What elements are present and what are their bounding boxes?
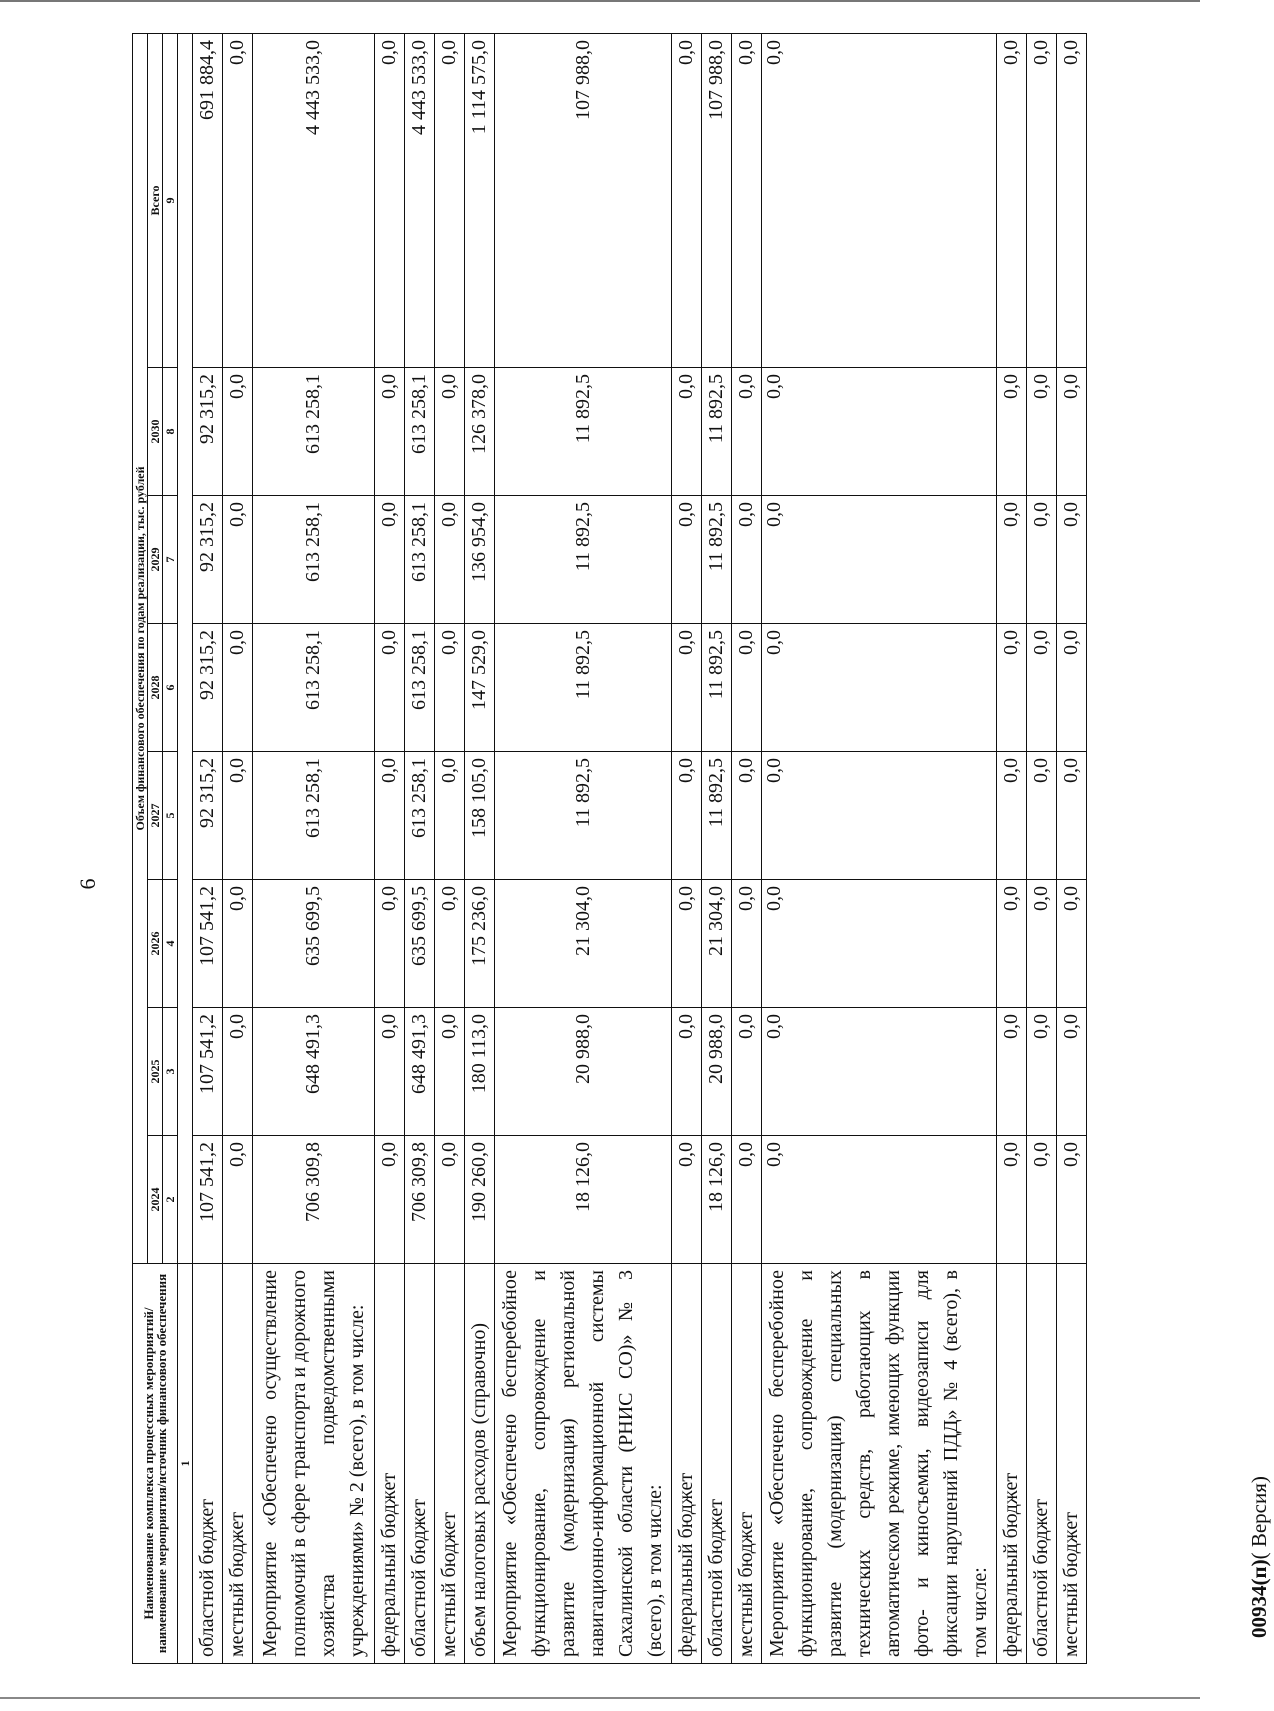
value-cell: 0,0 bbox=[732, 1136, 762, 1264]
header-col-number: 9 bbox=[163, 33, 178, 367]
value-cell: 0,0 bbox=[1027, 496, 1057, 624]
value-cell: 635 699,5 bbox=[405, 880, 435, 1008]
value-cell: 0,0 bbox=[732, 752, 762, 880]
document-code-number: 00934(п) bbox=[1247, 1559, 1271, 1638]
measure-label: Мероприятие «Обеспечено бесперебойное функционирование, сопровождение и развитие (модернизация) специальных технических средств, работающих в автоматическом режиме, имеющих функции фото- и киносъемки, видеозаписи для фиксации нарушений ПДД» № 4 (всего), в том числе: bbox=[762, 1264, 997, 1664]
value-cell: 0,0 bbox=[997, 624, 1027, 752]
row-label: местный бюджет bbox=[223, 1264, 253, 1664]
rotated-table-container bbox=[132, 34, 1082, 1664]
value-cell: 11 892,5 bbox=[702, 752, 732, 880]
value-cell: 0,0 bbox=[672, 1008, 702, 1136]
value-cell: 0,0 bbox=[375, 368, 405, 496]
value-cell: 0,0 bbox=[435, 368, 465, 496]
value-cell: 107 541,2 bbox=[193, 1136, 223, 1264]
value-cell: 0,0 bbox=[375, 1008, 405, 1136]
header-col-number: 2 bbox=[163, 1136, 178, 1264]
header-col-number: 4 bbox=[163, 880, 178, 1008]
value-cell: 107 541,2 bbox=[193, 880, 223, 1008]
row-label: областной бюджет bbox=[1027, 1264, 1057, 1664]
header-row-group bbox=[133, 33, 148, 1663]
value-cell: 147 529,0 bbox=[465, 624, 495, 752]
value-cell: 11 892,5 bbox=[495, 368, 672, 496]
header-col-number: 8 bbox=[163, 368, 178, 496]
value-cell: 4 443 533,0 bbox=[405, 33, 435, 367]
row-label: областной бюджет bbox=[193, 1264, 223, 1664]
value-cell: 0,0 bbox=[1027, 752, 1057, 880]
value-cell: 0,0 bbox=[435, 624, 465, 752]
value-cell: 11 892,5 bbox=[495, 752, 672, 880]
value-cell: 613 258,1 bbox=[405, 752, 435, 880]
value-cell: 0,0 bbox=[732, 33, 762, 367]
value-cell: 0,0 bbox=[672, 496, 702, 624]
value-cell: 0,0 bbox=[435, 1136, 465, 1264]
value-cell: 0,0 bbox=[672, 880, 702, 1008]
measure-label: Мероприятие «Обеспечено бесперебойное функционирование, сопровождение и развитие (модернизация) региональной навигационно-информационной системы Сахалинской области (РНИС СО)» № 3 (всего), в том числе: bbox=[495, 1264, 672, 1664]
table-row bbox=[465, 33, 495, 1663]
value-cell: 0,0 bbox=[1057, 752, 1087, 880]
value-cell: 20 988,0 bbox=[495, 1008, 672, 1136]
value-cell: 190 260,0 bbox=[465, 1136, 495, 1264]
value-cell: 0,0 bbox=[375, 752, 405, 880]
value-cell: 92 315,2 bbox=[193, 752, 223, 880]
page-number: 6 bbox=[75, 878, 100, 890]
table-row bbox=[223, 33, 253, 1663]
value-cell: 613 258,1 bbox=[253, 368, 375, 496]
value-cell: 0,0 bbox=[375, 496, 405, 624]
value-cell: 613 258,1 bbox=[253, 752, 375, 880]
value-cell: 11 892,5 bbox=[702, 368, 732, 496]
value-cell: 0,0 bbox=[762, 33, 997, 367]
table-row bbox=[405, 33, 435, 1663]
row-label: местный бюджет bbox=[1057, 1264, 1087, 1664]
header-row-colnum-name bbox=[178, 33, 193, 1663]
header-year: 2030 bbox=[148, 368, 163, 496]
value-cell: 11 892,5 bbox=[702, 496, 732, 624]
value-cell: 0,0 bbox=[1057, 1136, 1087, 1264]
table-row bbox=[702, 33, 732, 1663]
table-row bbox=[435, 33, 465, 1663]
value-cell: 0,0 bbox=[762, 1136, 997, 1264]
value-cell: 0,0 bbox=[1027, 33, 1057, 367]
value-cell: 0,0 bbox=[223, 752, 253, 880]
value-cell: 0,0 bbox=[762, 368, 997, 496]
value-cell: 0,0 bbox=[435, 1008, 465, 1136]
value-cell: 0,0 bbox=[762, 1008, 997, 1136]
value-cell: 0,0 bbox=[672, 33, 702, 367]
value-cell: 0,0 bbox=[223, 1136, 253, 1264]
document-code-suffix: ( Версия) bbox=[1247, 1476, 1271, 1560]
value-cell: 92 315,2 bbox=[193, 624, 223, 752]
value-cell: 107 541,2 bbox=[193, 1008, 223, 1136]
header-year: 2026 bbox=[148, 880, 163, 1008]
value-cell: 0,0 bbox=[1057, 496, 1087, 624]
value-cell: 20 988,0 bbox=[702, 1008, 732, 1136]
value-cell: 0,0 bbox=[1027, 880, 1057, 1008]
header-name-line2: наименование мероприятия/источник финансового обеспечения bbox=[154, 1273, 169, 1654]
header-col-number: 7 bbox=[163, 496, 178, 624]
value-cell: 18 126,0 bbox=[495, 1136, 672, 1264]
value-cell: 126 378,0 bbox=[465, 368, 495, 496]
header-col-number: 5 bbox=[163, 752, 178, 880]
row-label: местный бюджет bbox=[732, 1264, 762, 1664]
value-cell: 18 126,0 bbox=[702, 1136, 732, 1264]
value-cell: 0,0 bbox=[732, 624, 762, 752]
value-cell: 613 258,1 bbox=[405, 496, 435, 624]
value-cell: 21 304,0 bbox=[702, 880, 732, 1008]
value-cell: 691 884,4 bbox=[193, 33, 223, 367]
value-cell: 11 892,5 bbox=[495, 496, 672, 624]
value-cell: 92 315,2 bbox=[193, 368, 223, 496]
table-row bbox=[1057, 33, 1087, 1663]
row-label: федеральный бюджет bbox=[997, 1264, 1027, 1664]
value-cell: 0,0 bbox=[1027, 1136, 1057, 1264]
value-cell: 0,0 bbox=[672, 1136, 702, 1264]
value-cell: 180 113,0 bbox=[465, 1008, 495, 1136]
value-cell: 0,0 bbox=[435, 752, 465, 880]
value-cell: 613 258,1 bbox=[405, 624, 435, 752]
value-cell: 0,0 bbox=[223, 496, 253, 624]
value-cell: 648 491,3 bbox=[405, 1008, 435, 1136]
header-col-number: 3 bbox=[163, 1008, 178, 1136]
row-label: областной бюджет bbox=[405, 1264, 435, 1664]
value-cell: 175 236,0 bbox=[465, 880, 495, 1008]
value-cell: 0,0 bbox=[672, 752, 702, 880]
value-cell: 0,0 bbox=[997, 33, 1027, 367]
value-cell: 0,0 bbox=[435, 33, 465, 367]
row-label: федеральный бюджет bbox=[375, 1264, 405, 1664]
value-cell: 0,0 bbox=[762, 752, 997, 880]
header-name-column bbox=[133, 1264, 178, 1664]
value-cell: 0,0 bbox=[997, 496, 1027, 624]
value-cell: 0,0 bbox=[223, 624, 253, 752]
value-cell: 0,0 bbox=[435, 496, 465, 624]
row-label: объем налоговых расходов (справочно) bbox=[465, 1264, 495, 1664]
value-cell: 0,0 bbox=[223, 368, 253, 496]
value-cell: 0,0 bbox=[732, 1008, 762, 1136]
value-cell: 107 988,0 bbox=[495, 33, 672, 367]
table-row bbox=[732, 33, 762, 1663]
value-cell: 0,0 bbox=[1027, 368, 1057, 496]
value-cell: 613 258,1 bbox=[405, 368, 435, 496]
value-cell: 0,0 bbox=[997, 1008, 1027, 1136]
header-year: 2027 bbox=[148, 752, 163, 880]
header-group: Объем финансового обеспечения по годам реализации, тыс. рублей bbox=[133, 33, 148, 1263]
row-label: местный бюджет bbox=[435, 1264, 465, 1664]
value-cell: 0,0 bbox=[997, 752, 1027, 880]
value-cell: 635 699,5 bbox=[253, 880, 375, 1008]
value-cell: 0,0 bbox=[1027, 624, 1057, 752]
header-year: 2025 bbox=[148, 1008, 163, 1136]
header-total: Всего bbox=[148, 33, 163, 367]
value-cell: 11 892,5 bbox=[702, 624, 732, 752]
header-spacer bbox=[178, 33, 193, 1263]
value-cell: 0,0 bbox=[223, 33, 253, 367]
value-cell: 11 892,5 bbox=[495, 624, 672, 752]
value-cell: 0,0 bbox=[1057, 33, 1087, 367]
document-code bbox=[1244, 1378, 1274, 1638]
value-cell: 0,0 bbox=[1057, 1008, 1087, 1136]
value-cell: 613 258,1 bbox=[253, 624, 375, 752]
scan-edge-bottom bbox=[0, 1697, 1200, 1699]
header-col-number: 6 bbox=[163, 624, 178, 752]
value-cell: 0,0 bbox=[672, 624, 702, 752]
value-cell: 0,0 bbox=[223, 880, 253, 1008]
value-cell: 0,0 bbox=[1027, 1008, 1057, 1136]
value-cell: 0,0 bbox=[223, 1008, 253, 1136]
value-cell: 0,0 bbox=[762, 880, 997, 1008]
value-cell: 0,0 bbox=[375, 624, 405, 752]
header-name-line1: Наименование комплекса процессных мероприятий/ bbox=[141, 1307, 156, 1620]
value-cell: 0,0 bbox=[375, 1136, 405, 1264]
financing-table bbox=[132, 33, 1087, 1664]
value-cell: 0,0 bbox=[997, 880, 1027, 1008]
table-row bbox=[672, 33, 702, 1663]
value-cell: 0,0 bbox=[762, 496, 997, 624]
value-cell: 0,0 bbox=[672, 368, 702, 496]
table-row-measure bbox=[495, 33, 672, 1663]
value-cell: 0,0 bbox=[1057, 368, 1087, 496]
value-cell: 0,0 bbox=[732, 496, 762, 624]
value-cell: 0,0 bbox=[1057, 880, 1087, 1008]
table-row bbox=[375, 33, 405, 1663]
value-cell: 1 114 575,0 bbox=[465, 33, 495, 367]
value-cell: 21 304,0 bbox=[495, 880, 672, 1008]
header-year: 2029 bbox=[148, 496, 163, 624]
value-cell: 107 988,0 bbox=[702, 33, 732, 367]
value-cell: 706 309,8 bbox=[405, 1136, 435, 1264]
row-label: областной бюджет bbox=[702, 1264, 732, 1664]
value-cell: 0,0 bbox=[1057, 624, 1087, 752]
header-year: 2028 bbox=[148, 624, 163, 752]
header-year: 2024 bbox=[148, 1136, 163, 1264]
value-cell: 0,0 bbox=[997, 1136, 1027, 1264]
value-cell: 0,0 bbox=[997, 368, 1027, 496]
value-cell: 92 315,2 bbox=[193, 496, 223, 624]
value-cell: 0,0 bbox=[732, 880, 762, 1008]
scan-edge-top bbox=[0, 0, 1200, 2]
value-cell: 0,0 bbox=[435, 880, 465, 1008]
table-row bbox=[997, 33, 1027, 1663]
value-cell: 0,0 bbox=[375, 33, 405, 367]
value-cell: 706 309,8 bbox=[253, 1136, 375, 1264]
value-cell: 158 105,0 bbox=[465, 752, 495, 880]
value-cell: 4 443 533,0 bbox=[253, 33, 375, 367]
value-cell: 0,0 bbox=[375, 880, 405, 1008]
measure-label: Мероприятие «Обеспечено осуществление полномочий в сфере транспорта и дорожного хозяйства подведомственными учреждениями» № 2 (всего), в том числе: bbox=[253, 1264, 375, 1664]
table-row-measure bbox=[253, 33, 375, 1663]
value-cell: 613 258,1 bbox=[253, 496, 375, 624]
value-cell: 0,0 bbox=[762, 624, 997, 752]
value-cell: 648 491,3 bbox=[253, 1008, 375, 1136]
header-col-number: 1 bbox=[178, 1264, 193, 1664]
value-cell: 0,0 bbox=[732, 368, 762, 496]
table-row bbox=[1027, 33, 1057, 1663]
row-label: федеральный бюджет bbox=[672, 1264, 702, 1664]
table-row-measure bbox=[762, 33, 997, 1663]
value-cell: 136 954,0 bbox=[465, 496, 495, 624]
table-row bbox=[193, 33, 223, 1663]
